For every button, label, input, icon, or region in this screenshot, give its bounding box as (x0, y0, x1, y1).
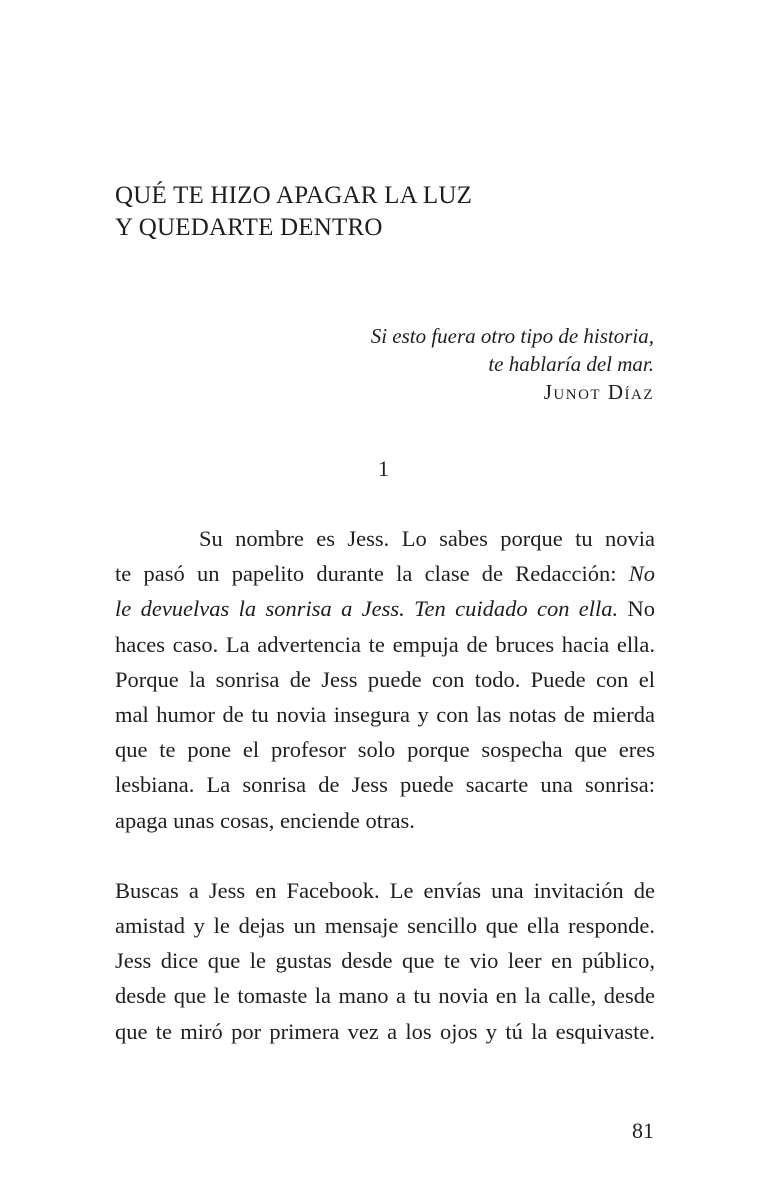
paragraph-line: que te pone el profesor solo porque sospecha que eres (115, 737, 655, 763)
paragraph-line: Buscas a Jess en Facebook. Le envías una invitación de (115, 877, 655, 903)
emphasis-text: No (628, 561, 655, 587)
body-text (115, 521, 655, 1049)
epigraph-author: Junot Díaz (543, 380, 654, 404)
paragraph-line (115, 591, 655, 626)
paragraph-line: que te miró por primera vez a los ojos y tú la esquivaste. (115, 1018, 655, 1044)
chapter-title (115, 180, 675, 244)
paragraph-line: haces caso. La advertencia te empuja de bruces hacia ella. (115, 631, 655, 657)
paragraph-line: lesbiana. La sonrisa de Jess puede sacarte una sonrisa: (115, 772, 655, 798)
paragraph-line: Jess dice que le gustas desde que te vio leer en público, (115, 948, 655, 974)
paragraph-line: apaga unas cosas, enciende otras. (115, 807, 415, 833)
paragraph-1 (115, 521, 655, 838)
epigraph-line-1: Si esto fuera otro tipo de historia, (370, 324, 654, 348)
chapter-title-line-1: QUÉ TE HIZO APAGAR LA LUZ (115, 182, 473, 209)
paragraph-line: mal humor de tu novia insegura y con las notas de mierda (115, 702, 655, 728)
paragraph-line: Su nombre es Jess. Lo sabes porque tu novia (199, 526, 655, 551)
epigraph (234, 322, 654, 406)
section-number: 1 (378, 456, 389, 481)
paragraph-line: amistad y le dejas un mensaje sencillo que ella responde. (115, 913, 655, 939)
paragraph-line: Porque la sonrisa de Jess puede con todo. Puede con el (115, 666, 655, 692)
epigraph-line-2: te hablaría del mar. (488, 352, 654, 376)
emphasis-text: le devuelvas la sonrisa a Jess. Ten cuidado con ella. (115, 596, 619, 622)
paragraph-line (115, 556, 655, 591)
paragraph-line: desde que le tomaste la mano a tu novia en la calle, desde (115, 983, 655, 1009)
paragraph-line-text: No (618, 596, 655, 622)
paragraph-line-text: te pasó un papelito durante la clase de Redacción: (115, 561, 629, 587)
paragraph-2 (115, 873, 655, 1049)
chapter-title-line-2: Y QUEDARTE DENTRO (115, 214, 383, 241)
page-number: 81 (632, 1118, 654, 1143)
